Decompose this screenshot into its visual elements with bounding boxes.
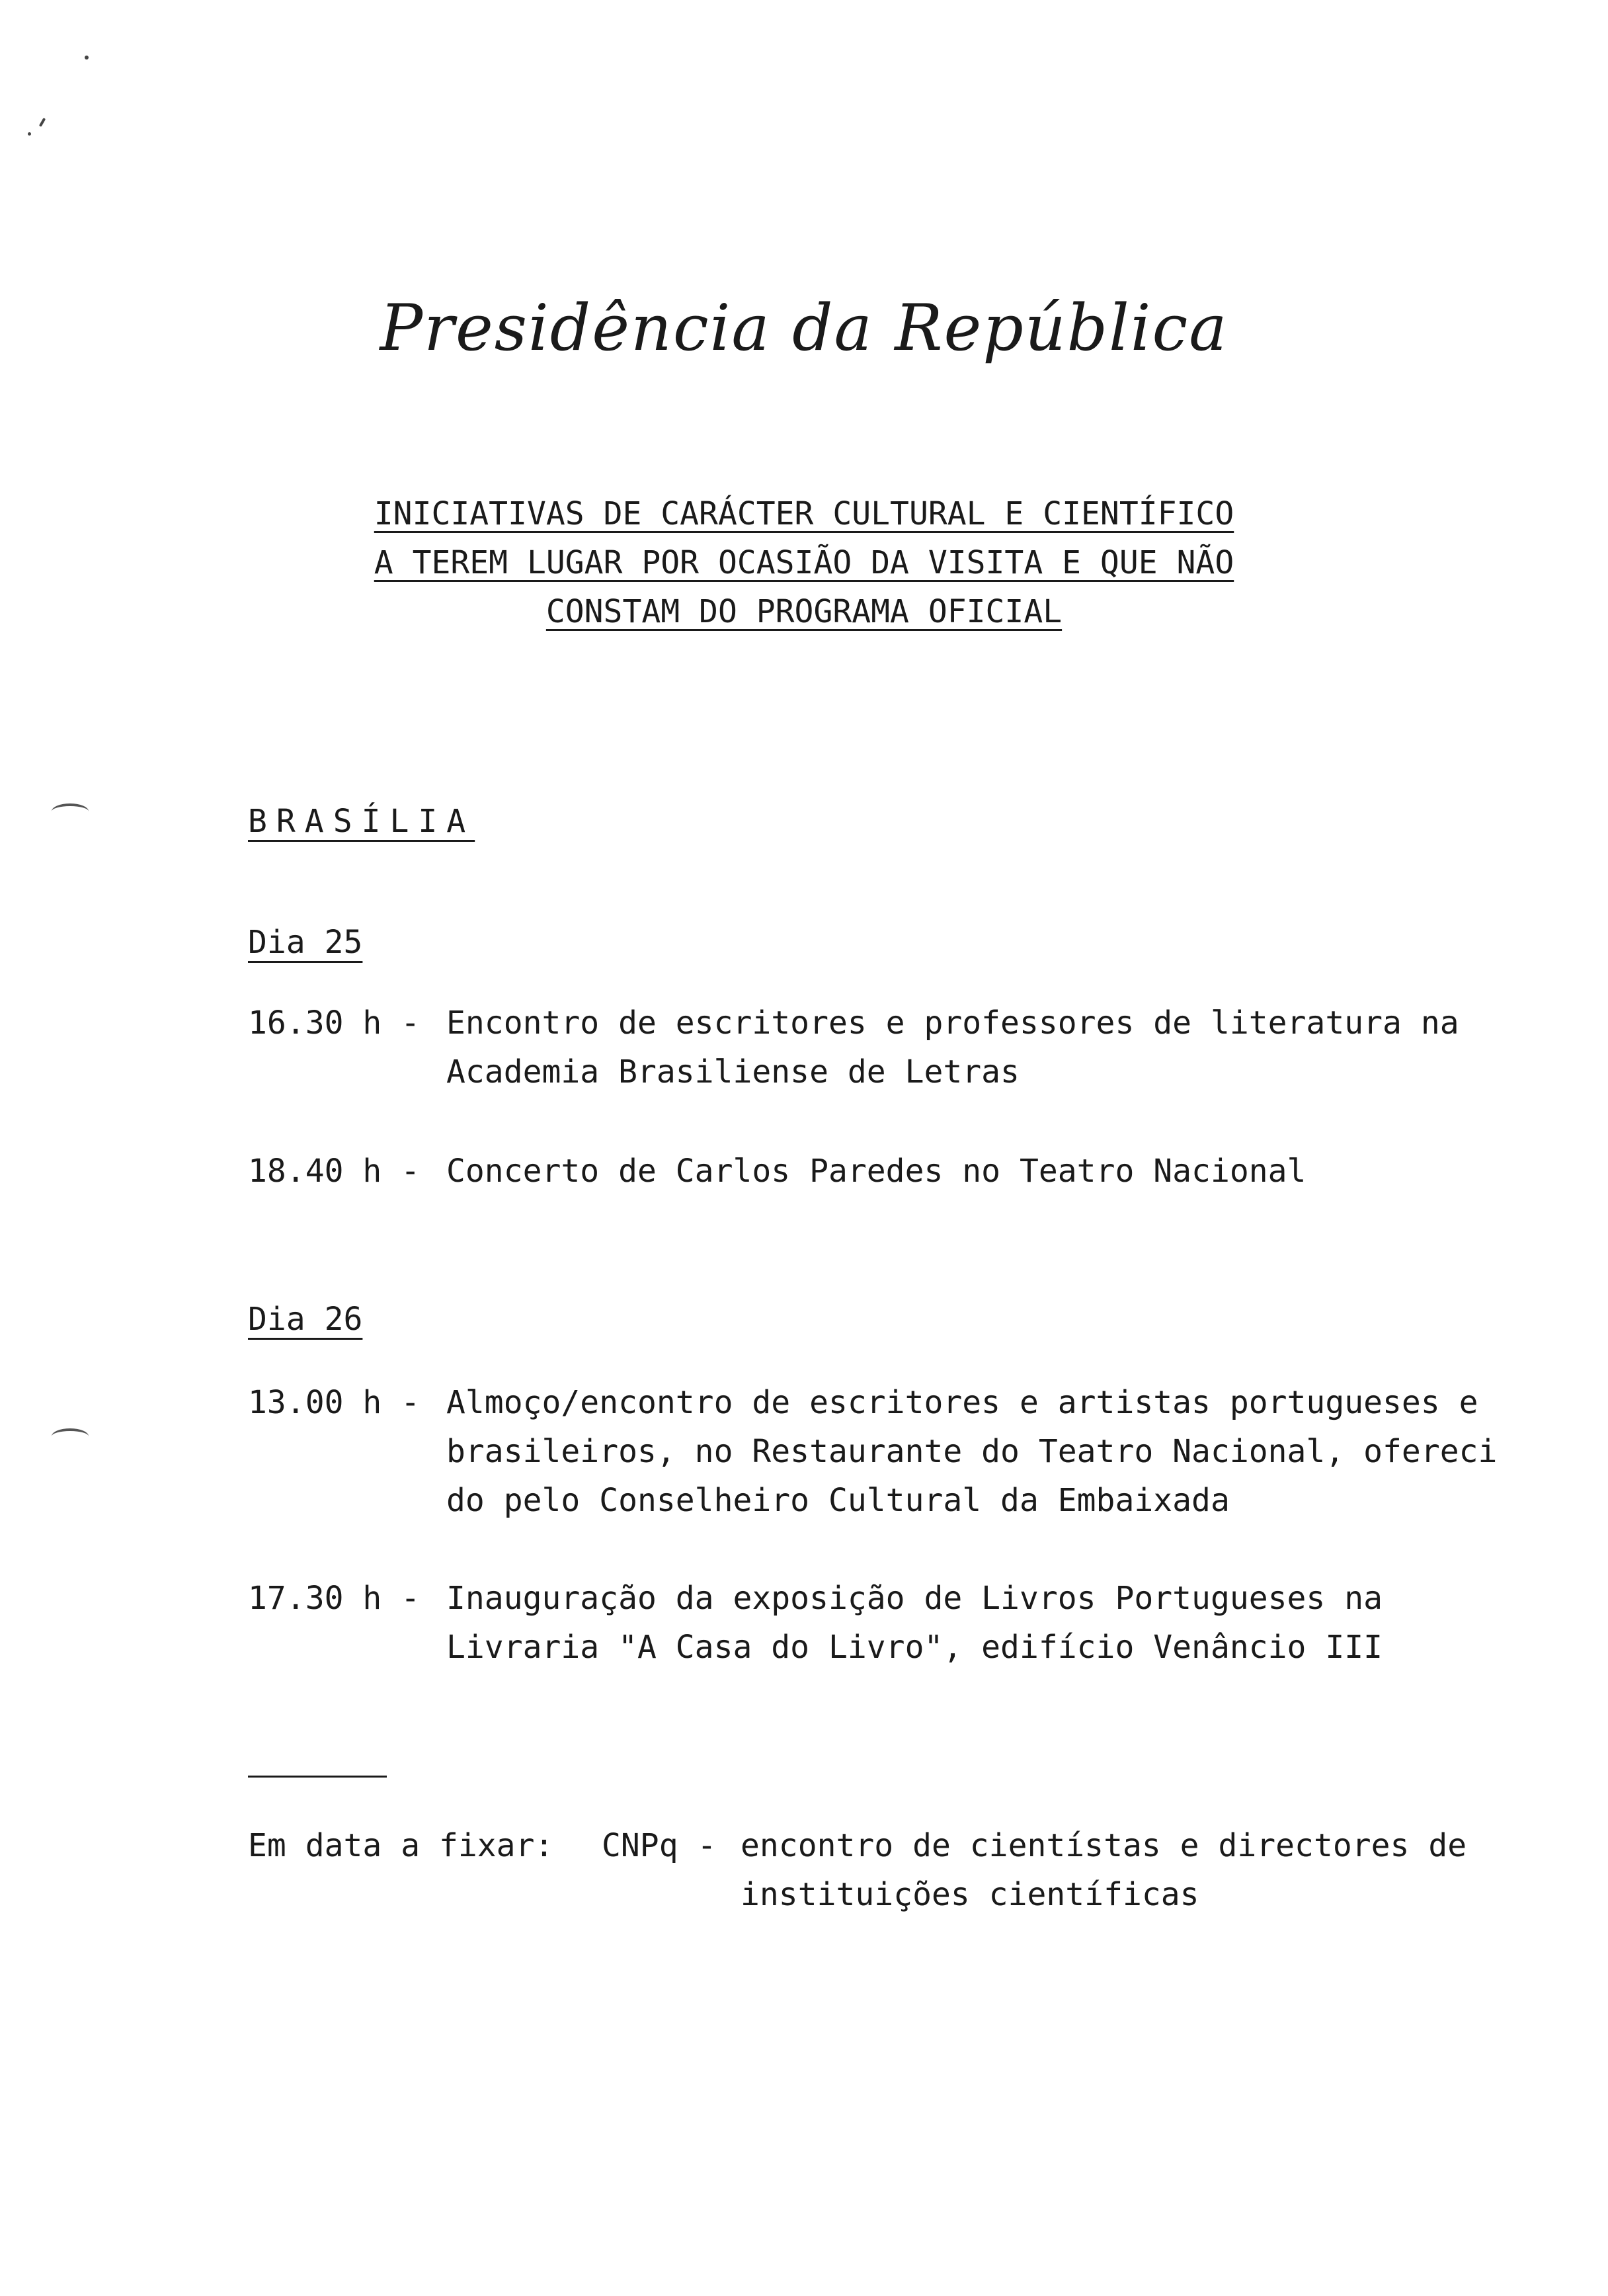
binder-hole-mark	[52, 803, 89, 819]
event-line: Concerto de Carlos Paredes no Teatro Nacional	[446, 1153, 1306, 1190]
footnote-description	[741, 1821, 1534, 1919]
event-time: 17.30 h -	[248, 1580, 421, 1617]
title-line: INICIATIVAS DE CARÁCTER CULTURAL E CIENTÍFICO	[374, 495, 1234, 532]
footnote-line: instituições científicas	[741, 1876, 1199, 1913]
scan-speck	[39, 118, 46, 127]
event-time: 18.40 h -	[248, 1153, 421, 1190]
event-time: 13.00 h -	[248, 1384, 421, 1421]
city-heading: BRASÍLIA	[248, 803, 475, 840]
title-line: A TEREM LUGAR POR OCASIÃO DA VISITA E QUE NÃO	[374, 544, 1234, 581]
document-title	[0, 489, 1608, 636]
event-description	[446, 999, 1531, 1096]
footnote-prefix: Em data a fixar:	[248, 1827, 554, 1864]
scan-speck	[85, 56, 89, 60]
binder-hole-mark	[52, 1428, 89, 1444]
day-label: Dia 25	[248, 924, 363, 961]
event-line: Encontro de escritores e professores de literatura na	[446, 1004, 1459, 1042]
footnote-line: encontro de cientístas e directores de	[741, 1827, 1467, 1864]
event-description	[446, 1378, 1531, 1525]
day-label: Dia 26	[248, 1301, 363, 1338]
event-line: do pelo Conselheiro Cultural da Embaixada	[446, 1482, 1230, 1519]
separator-rule	[248, 1776, 387, 1778]
letterhead: Presidência da República	[380, 291, 1228, 365]
event-description	[446, 1147, 1531, 1196]
event-line: Inauguração da exposição de Livros Portugueses na	[446, 1580, 1383, 1617]
scan-speck	[28, 132, 31, 136]
footnote-org: CNPq -	[602, 1827, 717, 1864]
event-description	[446, 1574, 1531, 1672]
event-line: Academia Brasiliense de Letras	[446, 1053, 1020, 1090]
event-time: 16.30 h -	[248, 1004, 421, 1042]
title-line: CONSTAM DO PROGRAMA OFICIAL	[545, 593, 1063, 630]
event-line: Almoço/encontro de escritores e artistas portugueses e	[446, 1384, 1478, 1421]
event-line: Livraria "A Casa do Livro", edifício Venâncio III	[446, 1629, 1383, 1666]
event-line: brasileiros, no Restaurante do Teatro Nacional, ofereci	[446, 1433, 1498, 1470]
